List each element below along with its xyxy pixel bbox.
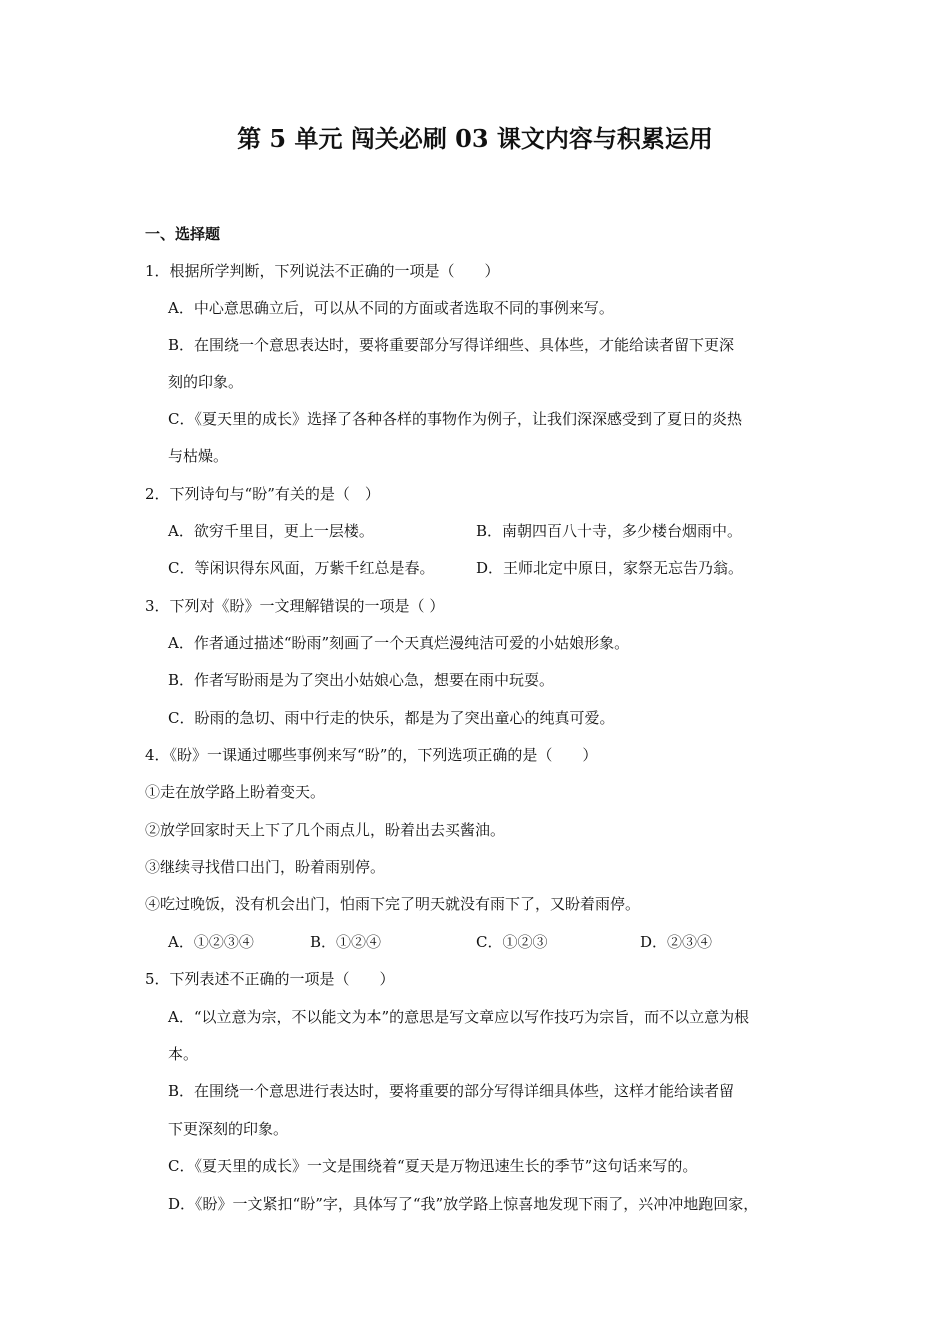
question-4-option-b: B．①②④ xyxy=(310,933,382,951)
question-4-item-3: ③继续寻找借口出门，盼着雨别停。 xyxy=(145,858,386,876)
question-1-stem: 1．根据所学判断，下列说法不正确的一项是（ ） xyxy=(145,262,500,280)
question-5-option-a-cont: 本。 xyxy=(168,1045,199,1063)
question-2-option-a: A．欲穷千里目，更上一层楼。 xyxy=(168,522,374,540)
question-4-option-d: D．②③④ xyxy=(640,933,713,951)
question-1-option-a: A．中心意思确立后，可以从不同的方面或者选取不同的事例来写。 xyxy=(168,299,614,317)
question-1-option-c: C．《夏天里的成长》选择了各种各样的事物作为例子，让我们深深感受到了夏日的炎热 xyxy=(168,410,742,428)
question-5-option-b-cont: 下更深刻的印象。 xyxy=(168,1120,289,1138)
question-2-option-c: C．等闲识得东风面，万紫千红总是春。 xyxy=(168,559,435,577)
question-5-option-c: C．《夏天里的成长》一文是围绕着“夏天是万物迅速生长的季节”这句话来写的。 xyxy=(168,1157,698,1175)
question-1-option-b: B．在围绕一个意思表达时，要将重要部分写得详细些、具体些，才能给读者留下更深 xyxy=(168,336,735,354)
question-4-item-1: ①走在放学路上盼着变天。 xyxy=(145,783,326,801)
question-4-option-c: C．①②③ xyxy=(476,933,548,951)
question-3-option-c: C．盼雨的急切、雨中行走的快乐，都是为了突出童心的纯真可爱。 xyxy=(168,709,615,727)
question-3-option-a: A．作者通过描述“盼雨”刻画了一个天真烂漫纯洁可爱的小姑娘形象。 xyxy=(168,634,630,652)
page-title: 第 5 单元 闯关必刷 03 课文内容与积累运用 xyxy=(237,124,713,153)
question-5-option-b: B．在围绕一个意思进行表达时，要将重要的部分写得详细具体些，这样才能给读者留 xyxy=(168,1082,735,1100)
question-5-option-d: D．《盼》一文紧扣“盼”字，具体写了“我”放学路上惊喜地发现下雨了，兴冲冲地跑回家， xyxy=(168,1195,759,1213)
question-3-option-b: B．作者写盼雨是为了突出小姑娘心急，想要在雨中玩耍。 xyxy=(168,671,555,689)
section-heading: 一、选择题 xyxy=(145,225,221,243)
question-2-stem: 2．下列诗句与“盼”有关的是（ ） xyxy=(145,485,380,503)
question-4-stem: 4．《盼》一课通过哪些事例来写“盼”的，下列选项正确的是（ ） xyxy=(145,746,598,764)
question-5-stem: 5．下列表述不正确的一项是（ ） xyxy=(145,970,395,988)
question-2-option-b: B．南朝四百八十寺，多少楼台烟雨中。 xyxy=(476,522,743,540)
question-3-stem: 3．下列对《盼》一文理解错误的一项是（ ） xyxy=(145,597,445,615)
question-2-option-d: D．王师北定中原日，家祭无忘告乃翁。 xyxy=(476,559,744,577)
question-4-item-4: ④吃过晚饭，没有机会出门，怕雨下完了明天就没有雨下了，又盼着雨停。 xyxy=(145,895,641,913)
question-1-option-b-cont: 刻的印象。 xyxy=(168,373,244,391)
question-5-option-a: A．“以立意为宗，不以能文为本”的意思是写文章应以写作技巧为宗旨，而不以立意为根 xyxy=(168,1008,750,1026)
question-4-item-2: ②放学回家时天上下了几个雨点儿，盼着出去买酱油。 xyxy=(145,821,506,839)
question-4-option-a: A．①②③④ xyxy=(168,933,254,951)
question-1-option-c-cont: 与枯燥。 xyxy=(168,447,229,465)
